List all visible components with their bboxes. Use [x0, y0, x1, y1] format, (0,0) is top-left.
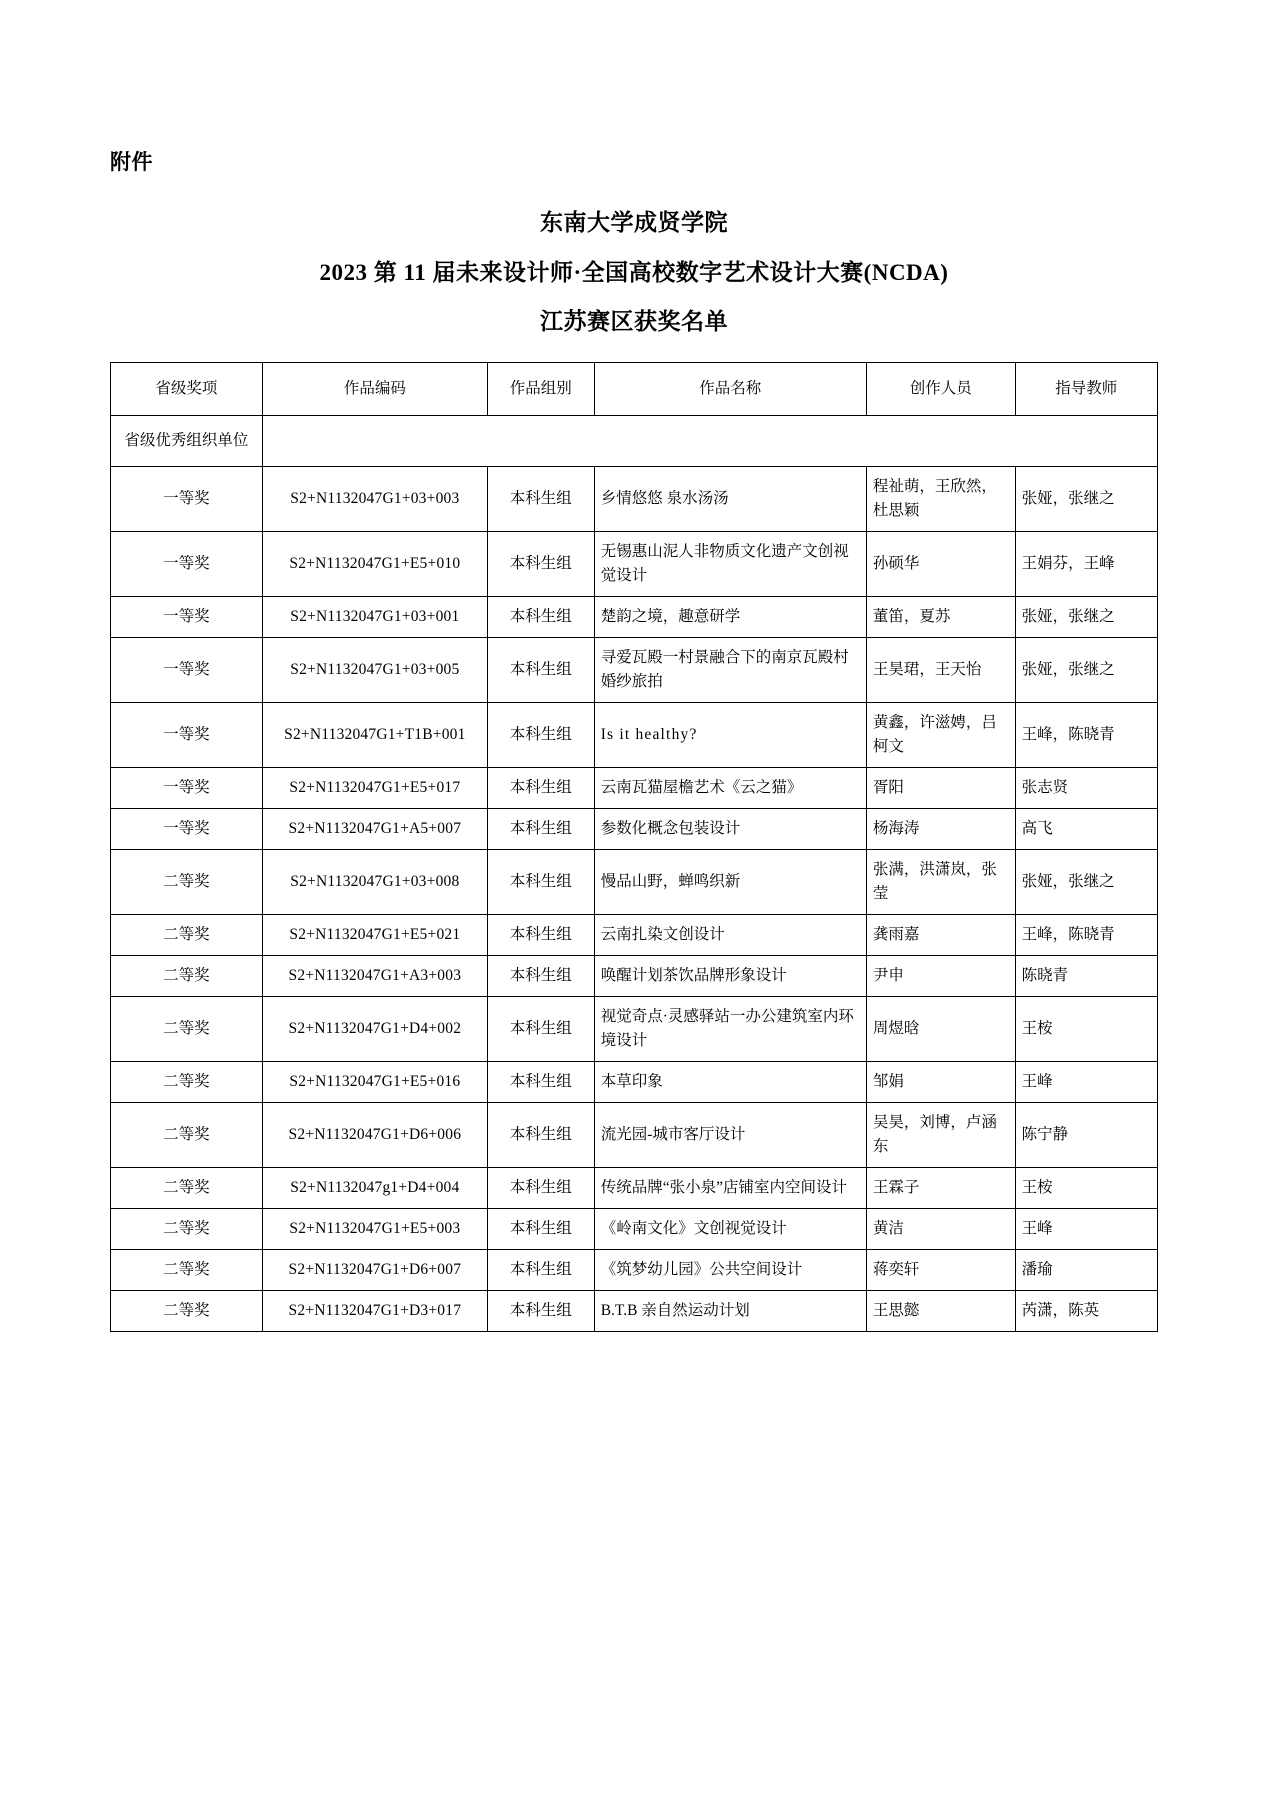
table-row [111, 1291, 1158, 1332]
cell-name: B.T.B 亲自然运动计划 [594, 1291, 866, 1332]
cell-award: 二等奖 [111, 1062, 263, 1103]
organization-label: 省级优秀组织单位 [111, 416, 263, 467]
cell-teacher: 张志贤 [1015, 768, 1157, 809]
cell-creator: 尹申 [866, 956, 1015, 997]
cell-group: 本科生组 [487, 597, 594, 638]
header-group: 作品组别 [487, 363, 594, 416]
cell-teacher: 张娅，张继之 [1015, 597, 1157, 638]
table-row [111, 467, 1158, 532]
header-name: 作品名称 [594, 363, 866, 416]
cell-award: 一等奖 [111, 467, 263, 532]
cell-teacher: 陈晓青 [1015, 956, 1157, 997]
table-row [111, 638, 1158, 703]
cell-group: 本科生组 [487, 467, 594, 532]
table-row [111, 809, 1158, 850]
cell-teacher: 王峰，陈晓青 [1015, 703, 1157, 768]
award-list-table [110, 362, 1158, 1332]
cell-creator: 董笛，夏苏 [866, 597, 1015, 638]
cell-name: 云南瓦猫屋檐艺术《云之猫》 [594, 768, 866, 809]
cell-code: S2+N1132047G1+T1B+001 [262, 703, 487, 768]
cell-code: S2+N1132047G1+03+008 [262, 850, 487, 915]
table-row [111, 768, 1158, 809]
cell-code: S2+N1132047G1+03+003 [262, 467, 487, 532]
table-row [111, 1062, 1158, 1103]
cell-code: S2+N1132047G1+D4+002 [262, 997, 487, 1062]
cell-name: 无锡惠山泥人非物质文化遗产文创视觉设计 [594, 532, 866, 597]
cell-code: S2+N1132047G1+A5+007 [262, 809, 487, 850]
table-row [111, 1209, 1158, 1250]
cell-name: 楚韵之境，趣意研学 [594, 597, 866, 638]
cell-code: S2+N1132047G1+D3+017 [262, 1291, 487, 1332]
cell-creator: 王思懿 [866, 1291, 1015, 1332]
cell-teacher: 王峰，陈晓青 [1015, 915, 1157, 956]
cell-creator: 程祉萌，王欣然，杜思颖 [866, 467, 1015, 532]
cell-teacher: 张娅，张继之 [1015, 467, 1157, 532]
table-row [111, 997, 1158, 1062]
table-row [111, 597, 1158, 638]
cell-creator: 周煜晗 [866, 997, 1015, 1062]
cell-code: S2+N1132047G1+E5+003 [262, 1209, 487, 1250]
cell-group: 本科生组 [487, 1103, 594, 1168]
header-creator: 创作人员 [866, 363, 1015, 416]
cell-code: S2+N1132047g1+D4+004 [262, 1168, 487, 1209]
cell-code: S2+N1132047G1+03+005 [262, 638, 487, 703]
cell-group: 本科生组 [487, 638, 594, 703]
cell-teacher: 王桉 [1015, 997, 1157, 1062]
cell-award: 一等奖 [111, 768, 263, 809]
document-title-block [110, 205, 1158, 340]
cell-name: 寻爱瓦殿一村景融合下的南京瓦殿村婚纱旅拍 [594, 638, 866, 703]
cell-creator: 杨海涛 [866, 809, 1015, 850]
cell-group: 本科生组 [487, 915, 594, 956]
cell-award: 二等奖 [111, 1103, 263, 1168]
cell-teacher: 张娅，张继之 [1015, 850, 1157, 915]
table-row [111, 703, 1158, 768]
cell-award: 二等奖 [111, 850, 263, 915]
cell-teacher: 张娅，张继之 [1015, 638, 1157, 703]
cell-name: 传统品牌“张小泉”店铺室内空间设计 [594, 1168, 866, 1209]
cell-creator: 黄鑫，许滋娉，吕柯文 [866, 703, 1015, 768]
cell-creator: 张满，洪潇岚，张莹 [866, 850, 1015, 915]
cell-name: 《岭南文化》文创视觉设计 [594, 1209, 866, 1250]
cell-creator: 龚雨嘉 [866, 915, 1015, 956]
cell-teacher: 王桉 [1015, 1168, 1157, 1209]
cell-code: S2+N1132047G1+D6+006 [262, 1103, 487, 1168]
table-row [111, 532, 1158, 597]
cell-creator: 孙硕华 [866, 532, 1015, 597]
cell-award: 二等奖 [111, 956, 263, 997]
cell-creator: 邹娟 [866, 1062, 1015, 1103]
cell-code: S2+N1132047G1+A3+003 [262, 956, 487, 997]
table-row [111, 1103, 1158, 1168]
cell-name: 唤醒计划茶饮品牌形象设计 [594, 956, 866, 997]
cell-name: 乡情悠悠 泉水汤汤 [594, 467, 866, 532]
cell-creator: 王昊珺，王天怡 [866, 638, 1015, 703]
cell-code: S2+N1132047G1+E5+016 [262, 1062, 487, 1103]
cell-teacher: 王峰 [1015, 1209, 1157, 1250]
cell-award: 二等奖 [111, 997, 263, 1062]
cell-group: 本科生组 [487, 532, 594, 597]
cell-name: 《筑梦幼儿园》公共空间设计 [594, 1250, 866, 1291]
cell-teacher: 王娟芬，王峰 [1015, 532, 1157, 597]
table-row-organization [111, 416, 1158, 467]
header-code: 作品编码 [262, 363, 487, 416]
table-header-row [111, 363, 1158, 416]
cell-code: S2+N1132047G1+E5+017 [262, 768, 487, 809]
cell-creator: 胥阳 [866, 768, 1015, 809]
header-teacher: 指导教师 [1015, 363, 1157, 416]
title-line-region: 江苏赛区获奖名单 [540, 309, 728, 335]
cell-name: 本草印象 [594, 1062, 866, 1103]
cell-award: 二等奖 [111, 1168, 263, 1209]
cell-creator: 吴昊，刘博，卢涵东 [866, 1103, 1015, 1168]
cell-group: 本科生组 [487, 809, 594, 850]
header-award: 省级奖项 [111, 363, 263, 416]
cell-group: 本科生组 [487, 703, 594, 768]
cell-name: 云南扎染文创设计 [594, 915, 866, 956]
cell-code: S2+N1132047G1+E5+021 [262, 915, 487, 956]
cell-group: 本科生组 [487, 1250, 594, 1291]
cell-creator: 黄洁 [866, 1209, 1015, 1250]
cell-group: 本科生组 [487, 1209, 594, 1250]
table-row [111, 1250, 1158, 1291]
cell-teacher: 芮潇，陈英 [1015, 1291, 1157, 1332]
cell-name: 参数化概念包装设计 [594, 809, 866, 850]
cell-group: 本科生组 [487, 956, 594, 997]
cell-award: 一等奖 [111, 597, 263, 638]
attachment-label: 附件 [110, 150, 153, 174]
cell-award: 一等奖 [111, 532, 263, 597]
organization-blank-cell [262, 416, 1157, 467]
cell-award: 二等奖 [111, 915, 263, 956]
cell-name: 慢品山野，蝉鸣织新 [594, 850, 866, 915]
table-body [111, 416, 1158, 1332]
table-row [111, 850, 1158, 915]
cell-teacher: 高飞 [1015, 809, 1157, 850]
cell-teacher: 陈宁静 [1015, 1103, 1157, 1168]
cell-group: 本科生组 [487, 997, 594, 1062]
cell-award: 二等奖 [111, 1250, 263, 1291]
title-line-competition: 2023 第 11 届未来设计师·全国高校数字艺术设计大赛(NCDA) [319, 259, 949, 285]
cell-award: 二等奖 [111, 1291, 263, 1332]
cell-creator: 蒋奕轩 [866, 1250, 1015, 1291]
cell-name: 视觉奇点·灵感驿站一办公建筑室内环境设计 [594, 997, 866, 1062]
cell-code: S2+N1132047G1+03+001 [262, 597, 487, 638]
cell-group: 本科生组 [487, 850, 594, 915]
cell-award: 一等奖 [111, 809, 263, 850]
cell-code: S2+N1132047G1+E5+010 [262, 532, 487, 597]
cell-group: 本科生组 [487, 1062, 594, 1103]
cell-group: 本科生组 [487, 1168, 594, 1209]
cell-award: 一等奖 [111, 703, 263, 768]
cell-name: Is it healthy? [594, 703, 866, 768]
table-row [111, 915, 1158, 956]
cell-name: 流光园-城市客厅设计 [594, 1103, 866, 1168]
table-row [111, 956, 1158, 997]
title-line-institution: 东南大学成贤学院 [540, 210, 728, 236]
cell-teacher: 潘瑜 [1015, 1250, 1157, 1291]
cell-creator: 王霖子 [866, 1168, 1015, 1209]
cell-award: 一等奖 [111, 638, 263, 703]
cell-group: 本科生组 [487, 768, 594, 809]
cell-code: S2+N1132047G1+D6+007 [262, 1250, 487, 1291]
cell-award: 二等奖 [111, 1209, 263, 1250]
cell-group: 本科生组 [487, 1291, 594, 1332]
table-row [111, 1168, 1158, 1209]
cell-teacher: 王峰 [1015, 1062, 1157, 1103]
